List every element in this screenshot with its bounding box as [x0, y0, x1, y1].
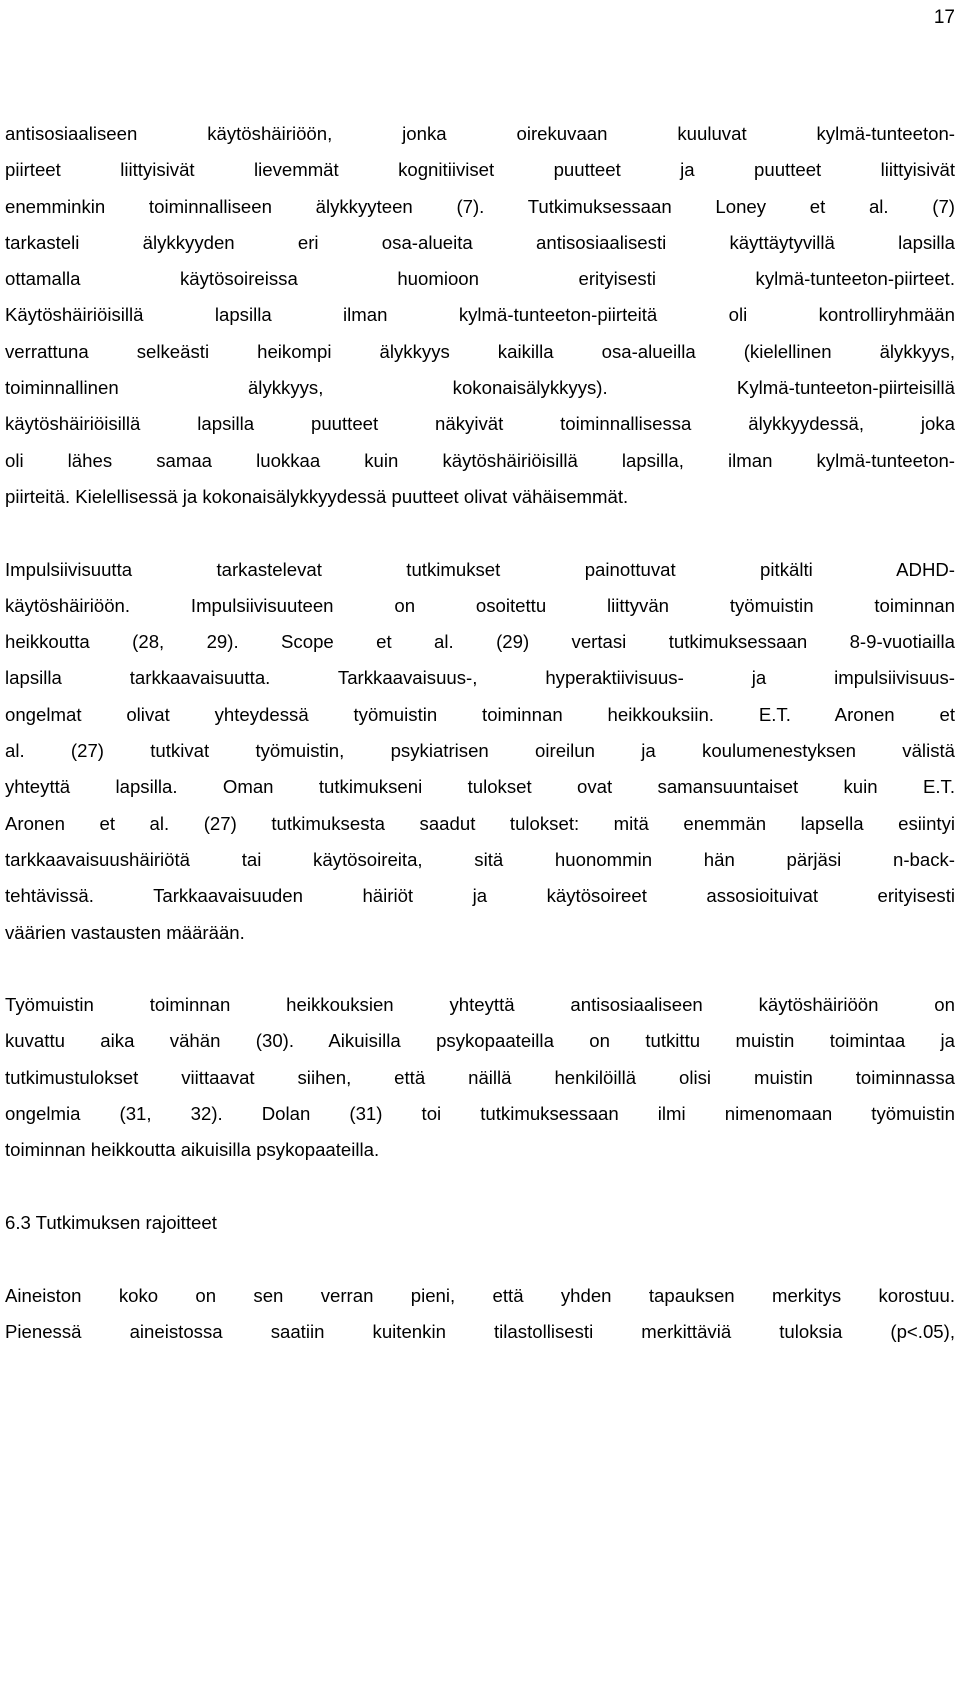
- text-line: tarkasteli älykkyyden eri osa-alueita antisosiaalisesti käyttäytyvillä lapsilla: [5, 231, 955, 253]
- text-line: Käytöshäiriöisillä lapsilla ilman kylmä-tunteeton-piirteitä oli kontrolliryhmään: [5, 304, 955, 326]
- text-line: piirteet liittyisivät lievemmät kognitiiviset puutteet ja puutteet liittyisivät: [5, 159, 955, 181]
- text-line: tarkkaavaisuushäiriötä tai käytösoireita, sitä huonommin hän pärjäsi n-back-: [5, 848, 955, 870]
- paragraph-impulsivity: [5, 552, 955, 951]
- text-line: antisosiaaliseen käytöshäiriöön, jonka oirekuvaan kuuluvat kylmä-tunteeton-: [5, 123, 955, 144]
- text-line: oli lähes samaa luokkaa kuin käytöshäiriöisillä lapsilla, ilman kylmä-tunteeton-: [5, 449, 955, 471]
- paragraph-gap: [5, 1241, 955, 1277]
- text-line: al. (27) tutkivat työmuistin, psykiatrisen oireilun ja koulumenestyksen välistä: [5, 740, 955, 762]
- text-line: käytöshäiriöisillä lapsilla puutteet näkyivät toiminnallisessa älykkyydessä, joka: [5, 413, 955, 435]
- paragraph-limitations: [5, 1278, 955, 1351]
- text-line: lapsilla tarkkaavaisuutta. Tarkkaavaisuus-, hyperaktiivisuus- ja impulsiivisuus-: [5, 667, 955, 689]
- paragraph-intelligence: [5, 116, 955, 515]
- paragraph-working-memory: [5, 987, 955, 1168]
- text-line: tehtävissä. Tarkkaavaisuuden häiriöt ja käytösoireet assosioituivat erityisesti: [5, 885, 955, 907]
- text-line: Työmuistin toiminnan heikkouksien yhteyttä antisosiaaliseen käytöshäiriöön on: [5, 994, 955, 1016]
- text-line: Impulsiivisuutta tarkastelevat tutkimukset painottuvat pitkälti ADHD-: [5, 558, 955, 580]
- text-line: heikkoutta (28, 29). Scope et al. (29) vertasi tutkimuksessaan 8-9-vuotiailla: [5, 631, 955, 653]
- paragraph-gap: [5, 951, 955, 987]
- text-line: verrattuna selkeästi heikompi älykkyys kaikilla osa-alueilla (kielellinen älykkyys,: [5, 340, 955, 362]
- text-line: väärien vastausten määrään.: [5, 921, 245, 943]
- text-line: Aineiston koko on sen verran pieni, että yhden tapauksen merkitys korostuu.: [5, 1284, 955, 1306]
- text-line: ongelmia (31, 32). Dolan (31) toi tutkimuksessaan ilmi nimenomaan työmuistin: [5, 1103, 955, 1125]
- text-line: ongelmat olivat yhteydessä työmuistin toiminnan heikkouksiin. E.T. Aronen et: [5, 703, 955, 725]
- text-line: toiminnan heikkoutta aikuisilla psykopaateilla.: [5, 1139, 380, 1161]
- document-body: [5, 116, 955, 1350]
- text-line: piirteitä. Kielellisessä ja kokonaisälykkyydessä puutteet olivat vähäisemmät.: [5, 485, 629, 507]
- page-number: 17: [933, 7, 955, 28]
- text-line: toiminnallinen älykkyys, kokonaisälykkyys). Kylmä-tunteeton-piirteisillä: [5, 377, 955, 399]
- text-line: Pienessä aineistossa saatiin kuitenkin tilastollisesti merkittäviä tuloksia (p<.05),: [5, 1320, 955, 1342]
- paragraph-gap: [5, 515, 955, 551]
- text-line: ottamalla käytösoireissa huomioon erityisesti kylmä-tunteeton-piirteet.: [5, 268, 955, 290]
- text-line: enemminkin toiminnalliseen älykkyyteen (7). Tutkimuksessaan Loney et al. (7): [5, 195, 955, 217]
- text-line: kuvattu aika vähän (30). Aikuisilla psykopaateilla on tutkittu muistin toimintaa ja: [5, 1030, 955, 1052]
- text-line: tutkimustulokset viittaavat siihen, että näillä henkilöillä olisi muistin toiminnassa: [5, 1066, 955, 1088]
- text-line: yhteyttä lapsilla. Oman tutkimukseni tulokset ovat samansuuntaiset kuin E.T.: [5, 776, 955, 798]
- text-line: käytöshäiriöön. Impulsiivisuuteen on osoitettu liittyvän työmuistin toiminnan: [5, 594, 955, 616]
- text-line: Aronen et al. (27) tutkimuksesta saadut tulokset: mitä enemmän lapsella esiintyi: [5, 812, 955, 834]
- paragraph-gap: [5, 1169, 955, 1205]
- section-heading: 6.3 Tutkimuksen rajoitteet: [5, 1211, 217, 1233]
